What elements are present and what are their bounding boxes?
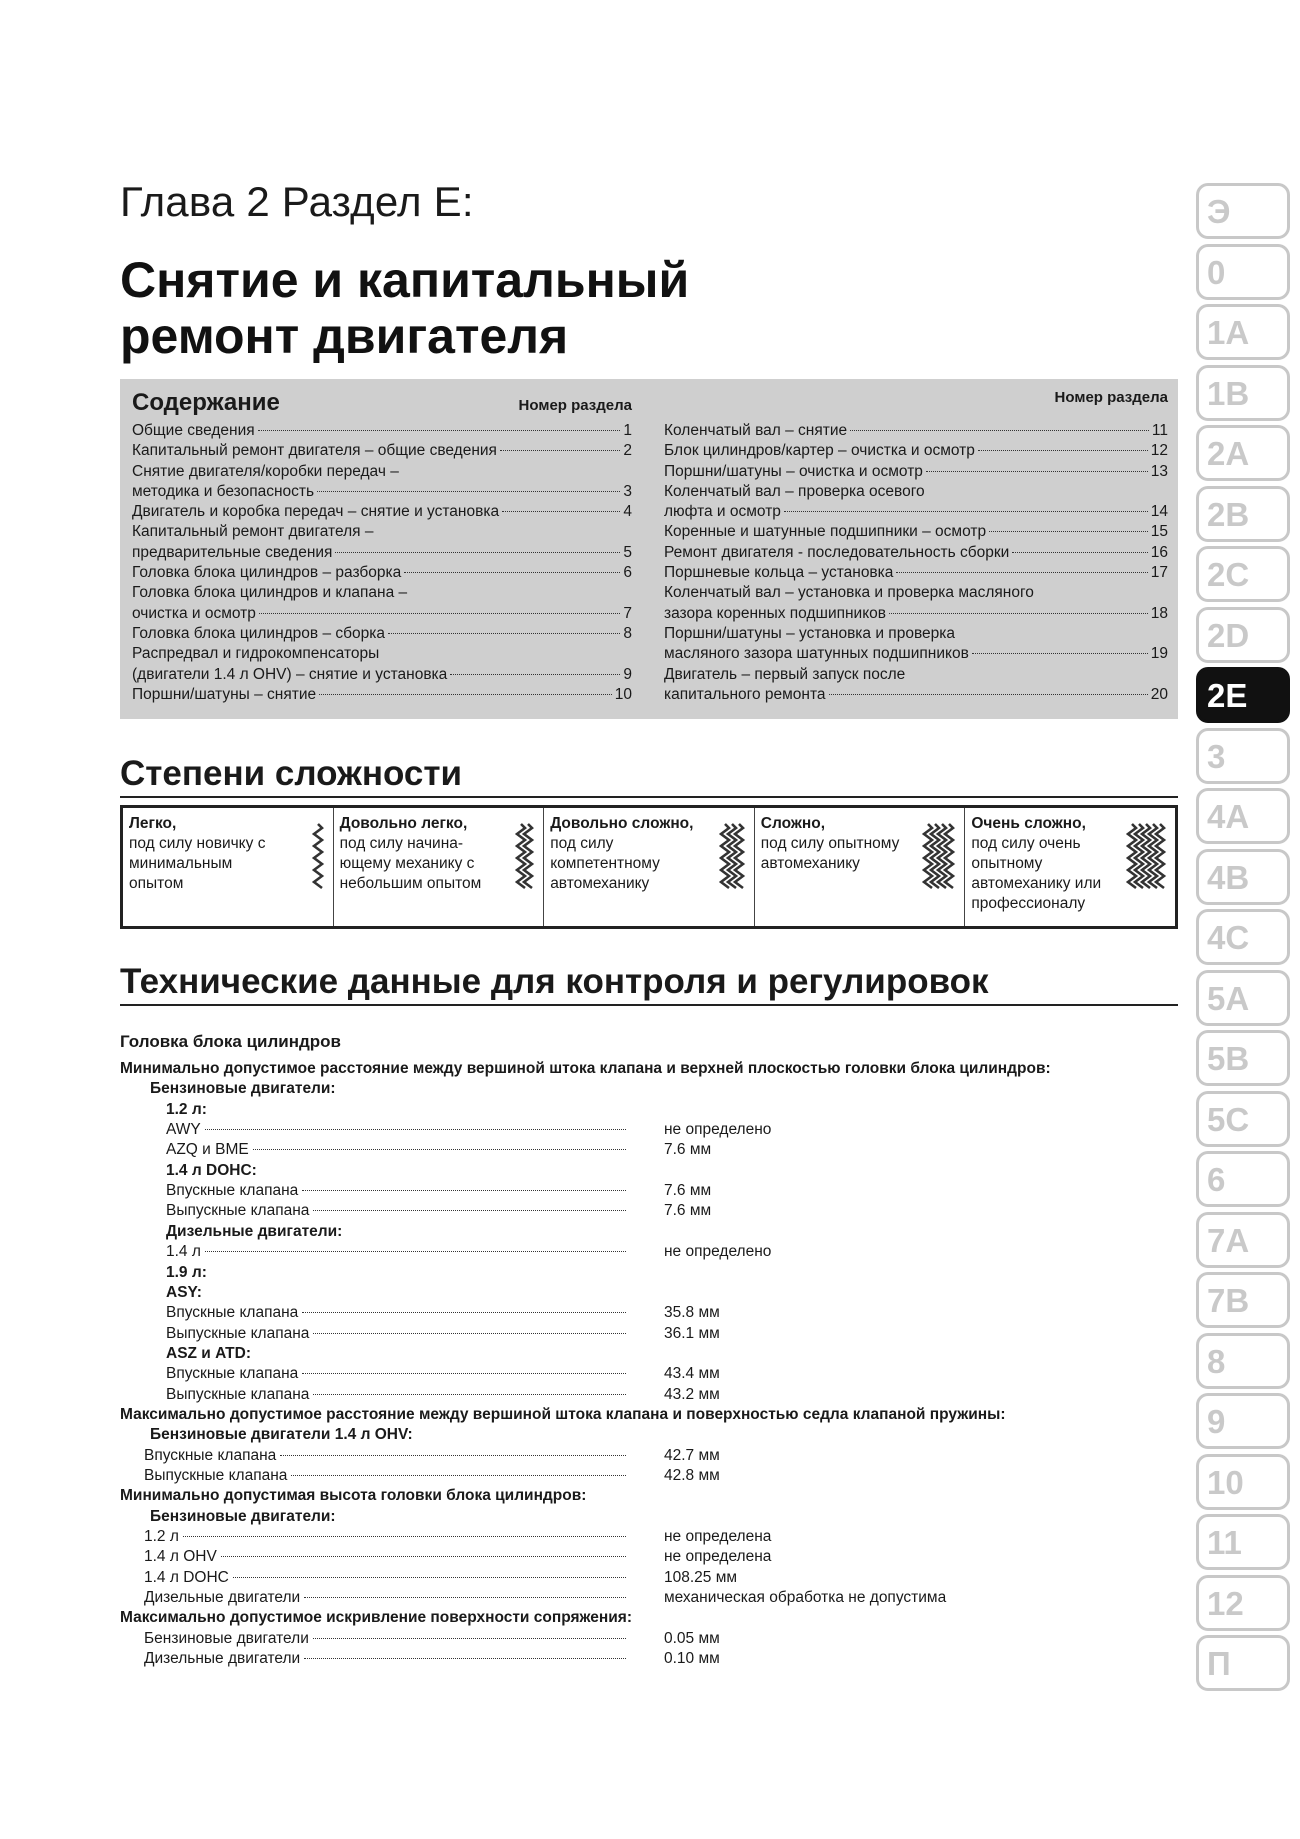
spec-value: 43.2 мм (664, 1385, 720, 1403)
contents-item-number: 11 (1151, 422, 1168, 439)
page-title-line-1: Снятие и капитальный (120, 252, 690, 308)
contents-item[interactable] (132, 462, 632, 482)
spec-row (166, 1364, 630, 1384)
spec-label: Дизельные двигатели (144, 1589, 301, 1607)
spanner-icon (515, 822, 537, 892)
contents-item[interactable] (664, 543, 1168, 563)
spanner-icon (1126, 822, 1169, 892)
contents-item-number: 5 (623, 543, 632, 561)
difficulty-level-title: Довольно легко, (339, 815, 468, 832)
difficulty-level (123, 808, 334, 926)
spec-value: 0.10 мм (664, 1650, 720, 1668)
chapter-tab[interactable]: 4C (1196, 909, 1290, 965)
contents-item[interactable] (132, 685, 632, 705)
spec-value: не определена (664, 1548, 772, 1566)
dot-leader (302, 1312, 626, 1313)
contents-item-title: Двигатель – первый запуск после (664, 665, 906, 683)
contents-item[interactable] (132, 583, 632, 603)
dot-leader (259, 613, 620, 614)
spec-heading: Максимально допустимое искривление поверхности сопряжения: (120, 1609, 633, 1627)
contents-item-number: 13 (1150, 462, 1168, 480)
spec-heading: Минимально допустимое расстояние между вершиной штока клапана и верхней плоскостью головки блока цилиндров: (120, 1060, 1051, 1077)
spec-value: 35.8 мм (664, 1304, 720, 1322)
contents-item-number: 14 (1150, 503, 1168, 521)
contents-item-title: Снятие двигателя/коробки передач – (132, 462, 399, 480)
contents-item-number: 15 (1150, 523, 1168, 541)
contents-item-title: Поршни/шатуны – снятие (132, 685, 317, 703)
spec-heading: Бензиновые двигатели 1.4 л OHV: (150, 1426, 413, 1444)
dot-leader (319, 694, 612, 695)
spec-value: 7.6 мм (664, 1141, 712, 1159)
dot-leader (205, 1251, 626, 1252)
dot-leader (335, 552, 620, 553)
spec-label: Впускные клапана (166, 1365, 299, 1383)
difficulty-level-title: Легко, (129, 815, 177, 832)
contents-item[interactable] (664, 665, 1168, 685)
contents-item-title: Капитальный ремонт двигателя – (132, 523, 374, 541)
spec-heading: ASY: (166, 1283, 202, 1301)
contents-right-list (664, 421, 1168, 705)
contents-item-number: 17 (1150, 564, 1168, 582)
chapter-tab[interactable]: 2D (1196, 607, 1290, 663)
spec-value: механическая обработка не допустима (664, 1589, 947, 1607)
spec-row (166, 1242, 630, 1262)
spec-value: 108.25 мм (664, 1568, 738, 1586)
spec-row (144, 1466, 630, 1486)
contents-item[interactable] (664, 604, 1168, 624)
contents-item-number: 2 (623, 442, 632, 460)
contents-item[interactable] (664, 441, 1168, 461)
difficulty-level (965, 808, 1175, 926)
difficulty-level-title: Очень сложно, (971, 815, 1086, 832)
contents-item[interactable] (664, 482, 1168, 502)
spec-value: 42.7 мм (664, 1446, 720, 1464)
contents-item[interactable] (132, 543, 632, 563)
contents-item-number: 16 (1150, 543, 1168, 561)
contents-header (132, 389, 632, 421)
dot-leader (258, 430, 621, 431)
chapter-tab[interactable]: 7A (1196, 1212, 1290, 1268)
spec-heading: Дизельные двигатели: (166, 1222, 343, 1240)
chapter-tab[interactable]: 2A (1196, 425, 1290, 481)
contents-item-number: 18 (1150, 604, 1168, 622)
spec-heading: 1.4 л DOHC: (166, 1161, 257, 1179)
contents-item-number: 8 (623, 624, 632, 642)
contents-item[interactable] (132, 563, 632, 583)
dot-leader (926, 471, 1148, 472)
spec-row (166, 1201, 630, 1221)
dot-leader (1012, 552, 1147, 553)
page-title-line-2: ремонт двигателя (120, 308, 569, 364)
difficulty-level-description: под силу компетентному автомеханику (550, 835, 660, 892)
spec-row (166, 1303, 630, 1323)
dot-leader (896, 572, 1147, 573)
contents-header-right (664, 389, 1168, 421)
specs-heading: Технические данные для контроля и регулировок (120, 960, 1178, 1006)
chapter-tab[interactable]: 2E (1196, 667, 1290, 723)
spec-row (144, 1547, 630, 1567)
contents-item[interactable] (132, 522, 632, 542)
dot-leader (404, 572, 620, 573)
chapter-tab[interactable]: 0 (1196, 244, 1290, 300)
spec-value: 42.8 мм (664, 1467, 720, 1484)
contents-item-number: 19 (1150, 645, 1168, 663)
dot-leader (221, 1556, 626, 1557)
contents-item-number: 4 (623, 503, 632, 521)
spec-row (166, 1140, 630, 1160)
chapter-tab[interactable]: 2B (1196, 486, 1290, 542)
contents-item[interactable] (664, 502, 1168, 522)
contents-right-column (664, 389, 1168, 705)
spec-heading: Минимально допустимая высота головки блока цилиндров: (120, 1487, 587, 1505)
contents-item[interactable] (132, 644, 632, 664)
contents-item[interactable] (664, 421, 1168, 441)
difficulty-table (120, 805, 1178, 929)
dot-leader (850, 430, 1149, 431)
chapter-tab[interactable]: П (1196, 1635, 1290, 1691)
contents-item-title: Коленчатый вал – установка и проверка масляного (664, 584, 1034, 602)
contents-item-title: Головка блока цилиндров – сборка (132, 624, 385, 642)
spec-heading: Бензиновые двигатели: (150, 1080, 336, 1098)
contents-item-title: Головка блока цилиндров и клапана – (132, 584, 408, 602)
spec-heading: 1.9 л: (166, 1263, 207, 1281)
spec-label: 1.4 л (166, 1243, 201, 1261)
contents-item-title: Поршневые кольца – установка (664, 564, 894, 582)
contents-left-list (132, 421, 632, 705)
spec-row (144, 1446, 630, 1466)
contents-item-number: 1 (623, 422, 632, 439)
contents-item[interactable] (664, 583, 1168, 603)
spec-row (166, 1385, 630, 1405)
contents-item[interactable] (132, 441, 632, 461)
contents-item-title: Головка блока цилиндров – разборка (132, 564, 402, 582)
contents-item-title: масляного зазора шатунных подшипников (664, 645, 969, 663)
chapter-tab[interactable]: 5B (1196, 1030, 1290, 1086)
spec-label: Выпускные клапана (166, 1324, 310, 1342)
contents-item[interactable] (132, 502, 632, 522)
contents-item[interactable] (664, 462, 1168, 482)
dot-leader (450, 674, 620, 675)
contents-item-title: методика и безопасность (132, 482, 315, 500)
dot-leader (304, 1597, 626, 1598)
contents-item-number: 9 (623, 665, 632, 683)
chapter-tab[interactable]: 1B (1196, 365, 1290, 421)
dot-leader (989, 531, 1148, 532)
contents-item-title: предварительные сведения (132, 543, 333, 561)
contents-item-title: Коленчатый вал – проверка осевого (664, 482, 925, 500)
dot-leader (313, 1638, 626, 1639)
dot-leader (784, 511, 1148, 512)
spec-label: 1.2 л (144, 1528, 179, 1546)
chapter-tab[interactable]: 5C (1196, 1091, 1290, 1147)
dot-leader (829, 694, 1148, 695)
difficulty-level (755, 808, 966, 926)
spec-heading: ASZ и ATD: (166, 1344, 252, 1362)
dot-leader (313, 1333, 626, 1334)
spec-row (166, 1324, 630, 1344)
spec-label: Выпускные клапана (166, 1202, 310, 1220)
chapter-tab[interactable]: 3 (1196, 728, 1290, 784)
difficulty-level-description: под силу начина-ющему механику с небольшим опытом (339, 835, 482, 892)
spec-value: не определено (664, 1243, 772, 1261)
chapter-tab[interactable]: 2C (1196, 546, 1290, 602)
contents-item-title: Блок цилиндров/картер – очистка и осмотр (664, 442, 975, 460)
contents-item-number: 12 (1150, 442, 1168, 460)
contents-item[interactable] (132, 665, 632, 685)
contents-box (120, 379, 1178, 719)
spec-row (166, 1120, 630, 1140)
chapter-tab[interactable]: 12 (1196, 1575, 1290, 1631)
chapter-tab[interactable]: 1A (1196, 304, 1290, 360)
spec-row (144, 1629, 630, 1649)
chapter-tab[interactable]: 11 (1196, 1514, 1290, 1570)
chapter-tab[interactable]: 9 (1196, 1393, 1290, 1449)
spec-label: Впускные клапана (166, 1182, 299, 1200)
dot-leader (313, 1210, 626, 1211)
spec-heading: 1.2 л: (166, 1100, 207, 1118)
contents-item-title: Ремонт двигателя - последовательность сборки (664, 543, 1010, 561)
spec-value: 43.4 мм (664, 1365, 720, 1383)
spec-label: Бензиновые двигатели (144, 1629, 309, 1647)
specs-subtitle: Головка блока цилиндров (120, 1032, 341, 1051)
contents-item-title: Коренные и шатунные подшипники – осмотр (664, 523, 987, 541)
spec-row (144, 1527, 630, 1547)
chapter-tab[interactable]: 4B (1196, 849, 1290, 905)
contents-item-title: Общие сведения (132, 422, 255, 439)
dot-leader (388, 633, 620, 634)
contents-item-number: 6 (623, 564, 632, 582)
dot-leader (500, 450, 620, 451)
chapter-tab[interactable]: 5A (1196, 970, 1290, 1026)
contents-item[interactable] (664, 624, 1168, 644)
contents-item-title: Коленчатый вал – снятие (664, 422, 848, 439)
contents-item[interactable] (132, 421, 632, 441)
spanner-icon (922, 822, 958, 892)
difficulty-level-description: под силу очень опытному автомеханику или профессионалу (971, 835, 1102, 912)
dot-leader (313, 1394, 626, 1395)
dot-leader (972, 653, 1148, 654)
contents-item-title: (двигатели 1.4 л OHV) – снятие и установка (132, 665, 448, 683)
difficulty-level-title: Сложно, (760, 815, 826, 832)
spec-row (144, 1588, 630, 1608)
spec-row (144, 1568, 630, 1588)
difficulty-level-title: Довольно сложно, (550, 815, 694, 832)
contents-left-column (132, 389, 632, 705)
section-number-label-right: Номер раздела (1054, 389, 1168, 406)
section-number-label: Номер раздела (518, 397, 632, 414)
contents-item[interactable] (664, 644, 1168, 664)
chapter-label: Глава 2 Раздел E: (120, 178, 474, 225)
contents-item[interactable] (664, 685, 1168, 705)
spec-label: AZQ и BME (166, 1141, 249, 1159)
spec-label: Впускные клапана (144, 1446, 277, 1464)
contents-item-number: 7 (623, 604, 632, 622)
difficulty-level-description: под силу новичку с минимальным опытом (129, 835, 266, 892)
spec-heading: Максимально допустимое расстояние между вершиной штока клапана и поверхностью седла клапаной пружины: (120, 1405, 1006, 1423)
chapter-tabs (1196, 183, 1294, 1696)
contents-item-number: 10 (614, 685, 632, 703)
spec-label: 1.4 л OHV (144, 1548, 217, 1566)
spec-label: Выпускные клапана (166, 1385, 310, 1403)
contents-item-title: Поршни/шатуны – установка и проверка (664, 624, 955, 642)
contents-item-title: Распредвал и гидрокомпенсаторы (132, 645, 380, 663)
spec-value: 7.6 мм (664, 1202, 712, 1220)
contents-item-title: зазора коренных подшипников (664, 604, 887, 622)
dot-leader (233, 1577, 626, 1578)
difficulty-level (334, 808, 545, 926)
chapter-tab[interactable]: 10 (1196, 1454, 1290, 1510)
dot-leader (302, 1190, 626, 1191)
spec-label: AWY (166, 1121, 201, 1139)
contents-item-title: капитального ремонта (664, 685, 826, 703)
spec-label: Выпускные клапана (144, 1467, 288, 1484)
contents-item[interactable] (664, 522, 1168, 542)
contents-item-title: Двигатель и коробка передач – снятие и установка (132, 503, 500, 521)
contents-item-title: очистка и осмотр (132, 604, 256, 622)
spec-row (144, 1649, 630, 1669)
dot-leader (889, 613, 1148, 614)
contents-item-title: Поршни/шатуны – очистка и осмотр (664, 462, 923, 480)
dot-leader (280, 1455, 626, 1456)
spec-label: Дизельные двигатели (144, 1650, 301, 1668)
contents-title: Содержание (132, 389, 280, 416)
spanner-icon (719, 822, 748, 892)
dot-leader (317, 491, 620, 492)
spec-heading: Бензиновые двигатели: (150, 1507, 336, 1525)
spec-label: Впускные клапана (166, 1304, 299, 1322)
dot-leader (253, 1149, 626, 1150)
spanner-icon (312, 822, 327, 892)
chapter-tab[interactable]: 7B (1196, 1272, 1290, 1328)
difficulty-level (544, 808, 755, 926)
contents-item-title: люфта и осмотр (664, 503, 781, 521)
chapter-tab[interactable]: Э (1196, 183, 1290, 239)
page-title (120, 252, 689, 364)
spec-row (166, 1181, 630, 1201)
spec-value: 7.6 мм (664, 1182, 712, 1200)
difficulty-heading: Степени сложности (120, 752, 1178, 798)
difficulty-level-description: под силу опытному автомеханику (760, 835, 900, 872)
contents-item-title: Капитальный ремонт двигателя – общие сведения (132, 442, 497, 460)
contents-item-number: 3 (623, 482, 632, 500)
spec-label: 1.4 л DOHC (144, 1568, 229, 1586)
contents-item[interactable] (132, 482, 632, 502)
chapter-tab[interactable]: 6 (1196, 1151, 1290, 1207)
dot-leader (502, 511, 620, 512)
chapter-tab[interactable]: 8 (1196, 1333, 1290, 1389)
dot-leader (291, 1475, 626, 1476)
dot-leader (978, 450, 1148, 451)
dot-leader (205, 1129, 626, 1130)
spec-value: не определена (664, 1528, 772, 1546)
dot-leader (304, 1658, 626, 1659)
chapter-tab[interactable]: 4A (1196, 788, 1290, 844)
dot-leader (183, 1536, 626, 1537)
dot-leader (302, 1373, 626, 1374)
spec-value: 36.1 мм (664, 1324, 720, 1342)
contents-item[interactable] (664, 563, 1168, 583)
contents-item[interactable] (132, 604, 632, 624)
contents-item[interactable] (132, 624, 632, 644)
spec-value: 0.05 мм (664, 1629, 720, 1647)
contents-item-number: 20 (1150, 685, 1168, 703)
spec-value: не определено (664, 1121, 772, 1139)
